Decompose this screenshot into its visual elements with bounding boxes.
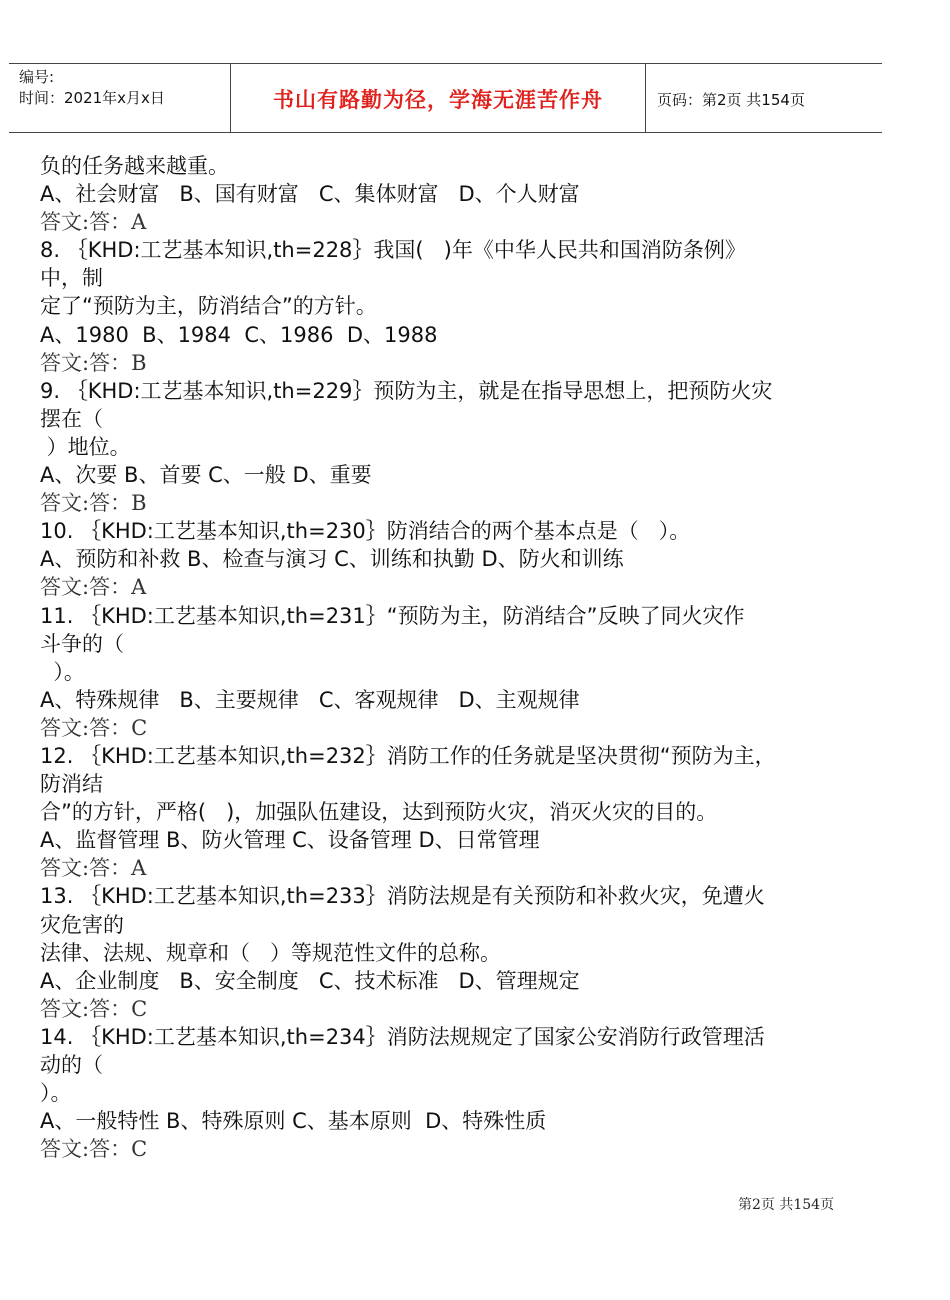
question-line: A、次要 B、首要 C、一般 D、重要	[40, 463, 372, 488]
question-line: ）。	[40, 659, 85, 684]
question-line: 14. ｛KHD:工艺基本知识,th=234｝消防法规规定了国家公安消防行政管理活	[40, 1024, 765, 1049]
question-line: 法律、法规、规章和（ ）等规范性文件的总称。	[40, 940, 502, 965]
question-line: A、社会财富 B、国有财富 C、集体财富 D、个人财富	[40, 182, 580, 207]
question-line: A、预防和补救 B、检查与演习 C、训练和执勤 D、防火和训练	[40, 547, 624, 572]
question-line: ）。	[40, 1081, 72, 1106]
question-line: A、特殊规律 B、主要规律 C、客观规律 D、主观规律	[40, 687, 580, 712]
header-meta-cell	[9, 64, 230, 132]
question-line: 动的（	[40, 1053, 103, 1077]
header-motto-cell	[230, 64, 646, 132]
question-line: 防消结	[40, 772, 103, 797]
question-line: 灾危害的	[40, 912, 124, 937]
question-line: ）地位。	[40, 434, 131, 459]
answer-line: 答文:答：B	[40, 350, 147, 375]
answer-line: 答文:答：C	[40, 715, 148, 740]
answer-line: 答文:答：B	[40, 491, 147, 516]
document-body	[40, 152, 890, 1163]
question-line: 定了“预防为主，防消结合”的方针。	[40, 294, 377, 319]
page-info: 页码：第2页 共154页	[657, 91, 805, 109]
question-line: 负的任务越来越重。	[40, 154, 229, 178]
answer-line: 答文:答：A	[40, 210, 147, 235]
question-line: 合”的方针，严格( )，加强队伍建设，达到预防火灾，消灭火灾的目的。	[40, 800, 718, 825]
question-line: 摆在（	[40, 406, 103, 431]
page-footer: 第2页 共154页	[738, 1197, 835, 1213]
header-page-cell	[645, 64, 882, 132]
answer-line: 答文:答：A	[40, 575, 147, 600]
answer-line: 答文:答：C	[40, 996, 148, 1021]
number-label: 编号:	[19, 68, 55, 86]
question-line: A、1980 B、1984 C、1986 D、1988	[40, 322, 438, 347]
question-line: A、企业制度 B、安全制度 C、技术标准 D、管理规定	[40, 968, 580, 993]
question-line: 13. ｛KHD:工艺基本知识,th=233｝消防法规是有关预防和补救火灾，免遭火	[40, 884, 765, 909]
question-line: 12. ｛KHD:工艺基本知识,th=232｝消防工作的任务就是坚决贯彻“预防为主，	[40, 743, 776, 768]
question-line: 中，制	[40, 266, 103, 291]
motto-text: 书山有路勤为径，学海无涯苦作舟	[273, 87, 603, 112]
question-line: 8. ｛KHD:工艺基本知识,th=228｝我国( )年《中华人民共和国消防条例》	[40, 238, 746, 263]
question-line: A、一般特性 B、特殊原则 C、基本原则 D、特殊性质	[40, 1109, 547, 1134]
time-label: 时间：2021年x月x日	[19, 89, 165, 107]
page-header	[9, 63, 882, 133]
question-line: 斗争的（	[40, 631, 124, 656]
answer-line: 答文:答：C	[40, 1137, 148, 1162]
question-line: 11. ｛KHD:工艺基本知识,th=231｝“预防为主，防消结合”反映了同火灾作	[40, 603, 745, 628]
question-line: 9. ｛KHD:工艺基本知识,th=229｝预防为主，就是在指导思想上，把预防火灾	[40, 378, 773, 403]
question-line: 10. ｛KHD:工艺基本知识,th=230｝防消结合的两个基本点是（ ）。	[40, 519, 691, 544]
answer-line: 答文:答：A	[40, 856, 147, 881]
question-line: A、监督管理 B、防火管理 C、设备管理 D、日常管理	[40, 828, 540, 853]
